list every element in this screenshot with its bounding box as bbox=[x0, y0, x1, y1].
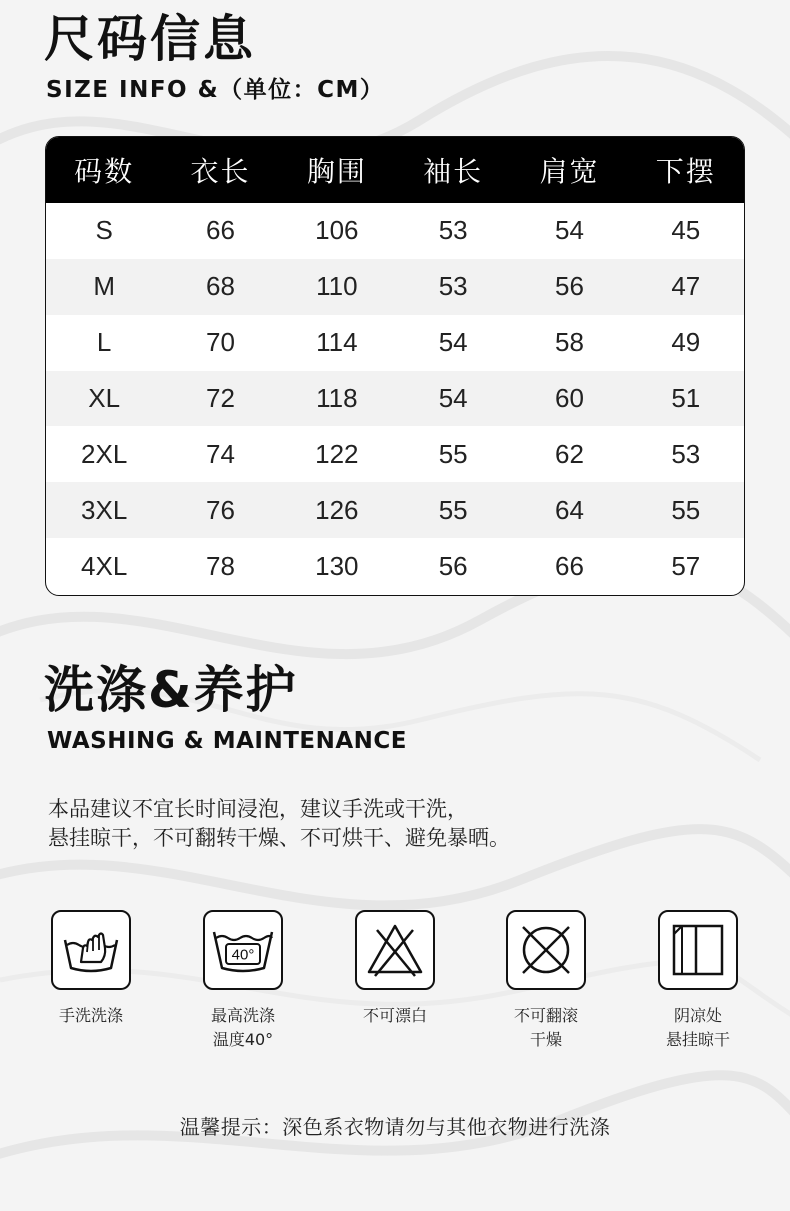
column-header: 码数 bbox=[74, 155, 135, 188]
care-label-line: 温度40° bbox=[212, 1030, 274, 1049]
care-label bbox=[618, 1004, 778, 1052]
table-cell: 47 bbox=[671, 271, 701, 302]
table-cell: 130 bbox=[315, 550, 359, 581]
table-cell: 56 bbox=[555, 271, 584, 302]
care-item-no-bleach bbox=[315, 910, 475, 1028]
column-header: 胸围 bbox=[306, 155, 367, 188]
table-cell: 4XL bbox=[81, 550, 128, 581]
table-cell: 66 bbox=[206, 215, 235, 246]
table-cell: 49 bbox=[671, 327, 701, 358]
care-label-line: 干燥 bbox=[529, 1030, 562, 1049]
care-label-line: 不可漂白 bbox=[362, 1006, 427, 1025]
table-cell: 106 bbox=[315, 215, 359, 246]
table-cell: 126 bbox=[315, 494, 359, 525]
dry-in-shade-icon bbox=[658, 910, 738, 990]
care-description-line: 本品建议不宜长时间浸泡，建议手洗或干洗， bbox=[48, 797, 468, 821]
care-label-line: 不可翻滚 bbox=[513, 1006, 578, 1025]
table-cell: 3XL bbox=[81, 494, 128, 525]
table-cell: 57 bbox=[671, 550, 701, 581]
column-header: 下摆 bbox=[655, 155, 716, 188]
table-cell: 122 bbox=[315, 438, 359, 469]
washing-subtitle: WASHING & MAINTENANCE bbox=[47, 728, 407, 754]
table-cell: 74 bbox=[206, 438, 235, 469]
table-cell: M bbox=[93, 271, 115, 302]
care-item-no-tumble-dry bbox=[466, 910, 626, 1052]
table-cell: XL bbox=[88, 383, 121, 413]
care-label bbox=[11, 1004, 171, 1028]
table-cell: 56 bbox=[438, 550, 468, 581]
care-label-line: 最高洗涤 bbox=[210, 1006, 275, 1025]
table-row bbox=[46, 259, 744, 315]
care-item-hand-wash bbox=[11, 910, 171, 1028]
wash-40-icon bbox=[203, 910, 283, 990]
size-table-header bbox=[46, 137, 744, 203]
table-cell: 68 bbox=[206, 271, 235, 302]
table-row bbox=[46, 538, 744, 594]
table-cell: 60 bbox=[555, 383, 584, 413]
table-cell: 54 bbox=[438, 327, 468, 358]
care-label-line: 悬挂晾干 bbox=[665, 1030, 730, 1049]
column-header: 袖长 bbox=[423, 155, 484, 188]
column-header: 肩宽 bbox=[539, 155, 600, 188]
table-cell: 55 bbox=[438, 494, 468, 525]
tip-text: 温馨提示：深色系衣物请勿与其他衣物进行洗涤 bbox=[179, 1115, 611, 1139]
size-table bbox=[45, 136, 745, 596]
care-label bbox=[163, 1004, 323, 1052]
size-subtitle: SIZE INFO &（单位：CM） bbox=[46, 77, 385, 103]
size-title: 尺码信息 bbox=[44, 10, 256, 68]
care-description-line: 悬挂晾干，不可翻转干燥、不可烘干、避免暴晒。 bbox=[48, 826, 510, 850]
table-cell: 118 bbox=[316, 383, 358, 413]
table-cell: 72 bbox=[206, 383, 235, 413]
care-label bbox=[315, 1004, 475, 1028]
care-description bbox=[48, 795, 748, 853]
hand-wash-icon bbox=[51, 910, 131, 990]
table-row bbox=[46, 203, 744, 259]
table-cell: 55 bbox=[671, 494, 701, 525]
care-item-wash-40 bbox=[163, 910, 323, 1052]
table-cell: 45 bbox=[671, 215, 701, 246]
table-row bbox=[46, 371, 744, 427]
table-cell: 53 bbox=[438, 271, 468, 302]
table-cell: 53 bbox=[438, 215, 468, 246]
table-cell: 64 bbox=[555, 494, 584, 525]
table-cell: 2XL bbox=[81, 438, 128, 469]
care-icons bbox=[0, 910, 790, 1070]
table-cell: 55 bbox=[438, 438, 468, 469]
table-cell: 51 bbox=[671, 383, 701, 413]
no-tumble-dry-icon bbox=[506, 910, 586, 990]
table-cell: 54 bbox=[555, 215, 584, 246]
table-cell: S bbox=[95, 215, 113, 246]
table-cell: 53 bbox=[671, 438, 701, 469]
table-cell: 54 bbox=[438, 383, 468, 413]
table-cell: 62 bbox=[555, 438, 584, 469]
table-row bbox=[46, 315, 744, 371]
table-cell: 58 bbox=[555, 327, 584, 358]
care-label-line: 手洗洗涤 bbox=[58, 1006, 123, 1025]
table-cell: 78 bbox=[206, 550, 235, 581]
care-item-dry-in-shade bbox=[618, 910, 778, 1052]
care-label bbox=[466, 1004, 626, 1052]
table-row bbox=[46, 482, 744, 538]
table-cell: 110 bbox=[316, 271, 358, 302]
temperature-badge: 40° bbox=[231, 946, 255, 964]
table-row bbox=[46, 426, 744, 482]
table-cell: L bbox=[96, 327, 112, 358]
no-bleach-icon bbox=[355, 910, 435, 990]
column-header: 衣长 bbox=[190, 155, 251, 188]
size-table-body bbox=[46, 203, 744, 594]
care-label-line: 阴凉处 bbox=[673, 1006, 722, 1025]
table-cell: 66 bbox=[555, 550, 584, 581]
washing-title: 洗涤&养护 bbox=[44, 661, 298, 719]
table-cell: 114 bbox=[316, 327, 358, 358]
table-cell: 70 bbox=[206, 327, 235, 358]
table-cell: 76 bbox=[206, 494, 235, 525]
